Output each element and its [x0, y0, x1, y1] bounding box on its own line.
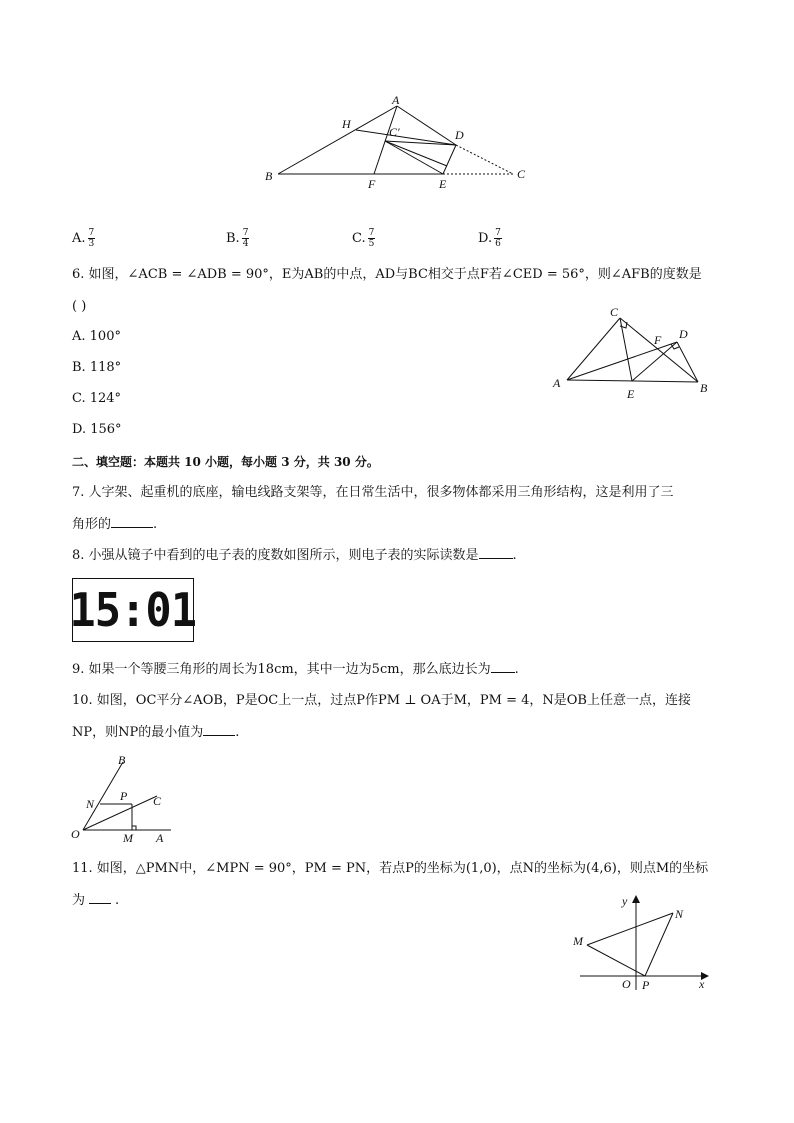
label-B: B — [700, 381, 708, 395]
q5-option-b[interactable]: B. $\frac{7}{4}$ — [226, 228, 249, 249]
label-B: B — [265, 169, 273, 183]
q10-question-line1: 10. 如图，OC平分∠AOB，P是OC上一点，过点P作PM ⊥ OA于M，PM = 4，N是OB上任意一点，连接 — [72, 693, 691, 708]
segment-CpE — [385, 141, 443, 174]
q5-triangle-figure — [255, 90, 545, 195]
answer-blank[interactable] — [479, 546, 513, 559]
label-C: C — [517, 167, 526, 181]
q6-option-b[interactable]: B. 118° — [72, 360, 122, 375]
label-H: H — [342, 117, 351, 131]
segment-AF — [374, 106, 397, 174]
answer-blank[interactable] — [203, 723, 235, 736]
label-M: M — [573, 934, 583, 948]
label-M: M — [123, 831, 133, 845]
q6-option-c[interactable]: C. 124° — [72, 391, 122, 406]
label-C: C — [610, 305, 619, 319]
label-O: O — [622, 977, 631, 991]
segment-AD — [397, 106, 456, 145]
q7-question-line1: 7. 人字架、起重机的底座，输电线路支架等，在日常生活中，很多物体都采用三角形结构，这是利用了三 — [72, 485, 674, 500]
q5-option-d[interactable]: D. $\frac{7}{6}$ — [478, 228, 501, 249]
q10-question-line2: NP，则NP的最小值为 . — [72, 725, 240, 740]
label-A: A — [156, 831, 164, 845]
fraction: $\frac{7}{5}$ — [368, 228, 375, 249]
q5-option-c[interactable]: C. $\frac{7}{5}$ — [352, 228, 375, 249]
label-A: A — [553, 376, 561, 390]
label-P: P — [120, 789, 128, 803]
q6-option-a[interactable]: A. 100° — [72, 329, 121, 344]
label-A: A — [392, 93, 400, 107]
label-F: F — [654, 333, 662, 347]
segment-BA — [278, 106, 397, 174]
q8-question-line1: 8. 小强从镜子中看到的电子表的度数如图所示，则电子表的实际读数是 . — [72, 548, 517, 563]
segment-DE — [443, 145, 456, 174]
q6-question-line2: ( ) — [72, 299, 87, 314]
q11-question-line2: 为 . — [72, 893, 120, 908]
q11-coordinate-figure — [565, 890, 715, 995]
label-O: O — [71, 827, 80, 841]
q6-triangle-figure — [550, 300, 720, 405]
answer-blank[interactable] — [89, 891, 111, 904]
segment-Cp-inner — [385, 141, 447, 166]
q6-question-line1: 6. 如图，∠ACB = ∠ADB = 90°，E为AB的中点，AD与BC相交于点F若∠CED = 56°，则∠AFB的度数是 — [72, 267, 702, 282]
q10-angle-figure — [65, 750, 185, 848]
dashed-DC — [456, 145, 513, 174]
label-D: D — [679, 327, 688, 341]
q6-option-d[interactable]: D. 156° — [72, 422, 122, 437]
label-P: P — [642, 978, 650, 992]
fraction: $\frac{7}{4}$ — [242, 228, 249, 249]
label-F: F — [368, 177, 376, 191]
label-E: E — [627, 387, 635, 401]
q11-question-line1: 11. 如图，△PMN中，∠MPN = 90°，PM = PN，若点P的坐标为(1,0)，点N的坐标为(4,6)，则点M的坐标 — [72, 861, 709, 876]
label-B: B — [118, 753, 126, 767]
fraction: $\frac{7}{6}$ — [495, 228, 501, 249]
label-Cprime: C′ — [389, 125, 400, 139]
label-D: D — [455, 128, 464, 142]
fraction: $\frac{7}{3}$ — [88, 228, 95, 249]
label-C: C — [153, 794, 162, 808]
label-y: y — [622, 894, 628, 908]
segment-HD — [356, 130, 456, 145]
label-E: E — [439, 177, 447, 191]
q5-option-a[interactable]: A. $\frac{7}{3}$ — [72, 228, 95, 249]
mirror-clock-display — [69, 578, 197, 642]
label-N: N — [675, 907, 684, 921]
answer-blank[interactable] — [111, 515, 153, 528]
section-heading-fill-in: 二、填空题：本题共 10 小题，每小题 3 分，共 30 分。 — [72, 455, 379, 469]
q7-question-line2: 角形的 . — [72, 517, 158, 532]
answer-blank[interactable] — [491, 660, 515, 673]
label-N: N — [86, 797, 95, 811]
label-x: x — [699, 977, 705, 991]
clock-digits: 15:01 — [69, 583, 197, 637]
q9-question-line1: 9. 如果一个等腰三角形的周长为18cm，其中一边为5cm，那么底边长为 . — [72, 662, 519, 677]
